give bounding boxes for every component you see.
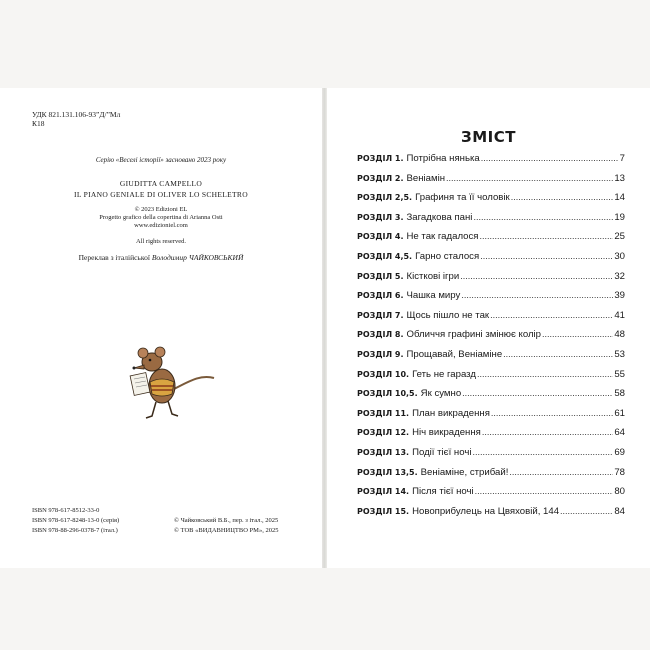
toc-entry [357,349,625,369]
mouse-with-newspaper-drawing [110,338,220,423]
toc-chapter-title: Графиня та її чоловік [415,192,510,204]
toc-chapter-title: Гарно сталося [415,250,480,262]
toc-chapter-label: РОЗДІЛ 12. [357,428,410,438]
translation-prefix: Переклав з італійської [78,253,150,262]
toc-entry [357,310,625,330]
toc-leader-dots [491,408,613,418]
toc-leader-dots [475,486,614,496]
toc-entry [357,251,625,271]
toc-chapter-label: РОЗДІЛ 1. [357,154,404,163]
toc-page-number: 64 [614,427,625,439]
toc-page-number: 55 [614,368,625,380]
isbn-line: ISBN 978-617-8512-33-0 [32,507,100,514]
toc-leader-dots [503,349,613,359]
toc-chapter-label: РОЗДІЛ 9. [357,349,404,359]
toc-page-number: 30 [614,250,625,262]
toc-chapter-title: Потрібна нянька [406,153,480,164]
toc-entry [357,192,625,212]
toc-page-number: 41 [614,309,625,321]
toc-entry [357,329,625,349]
toc-chapter-label: РОЗДІЛ 4. [357,232,404,242]
toc-leader-dots [473,212,613,222]
toc-page-number: 13 [614,172,625,184]
toc-page-number: 58 [614,388,625,400]
toc-leader-dots [480,251,613,261]
udk-block [32,110,120,128]
udk-line: УДК 821.131.106-93”Д/”Мл [32,110,121,119]
toc-chapter-label: РОЗДІЛ 14. [357,487,410,497]
toc-leader-dots [446,173,613,183]
toc-page-number: 7 [619,153,625,164]
original-author: GIUDITTA CAMPELLO [119,179,203,188]
contents-page [327,88,650,568]
toc-chapter-title: План викрадення [412,407,490,419]
toc-entry [357,427,625,447]
toc-chapter-label: РОЗДІЛ 10. [357,369,410,379]
toc-leader-dots [461,290,613,300]
toc-chapter-title: Кісткові ігри [406,270,460,282]
toc-entry [357,506,625,526]
toc-entry [357,153,625,173]
original-edition-block [0,178,322,262]
toc-entry [357,212,625,232]
isbn-line: ISBN 978-617-8248-13-0 (серія) [32,517,120,524]
toc-chapter-title: Після тієї ночі [412,486,474,498]
toc-chapter-title: Прощавай, Веніаміне [406,348,503,360]
toc-chapter-label: РОЗДІЛ 2. [357,173,404,183]
toc-entry [357,408,625,428]
toc-chapter-label: РОЗДІЛ 2,5. [357,193,413,203]
toc-leader-dots [462,388,613,398]
original-title: IL PIANO GENIALE DI OLIVER LO SCHELETRO [74,190,248,199]
toc-chapter-title: Не так гадалося [406,231,479,243]
toc-chapter-label: РОЗДІЛ 13. [357,447,410,457]
toc-entry [357,467,625,487]
credit-line: Progetto grafico della copertina di Arianna Osti [99,214,223,221]
toc-chapter-title: Ніч викрадення [412,427,481,439]
toc-page-number: 61 [614,407,625,419]
toc-entry [357,290,625,310]
isbn-line: ISBN 978-88-296-0378-7 (італ.) [32,527,118,534]
credits [0,206,322,230]
toc-chapter-label: РОЗДІЛ 4,5. [357,251,413,261]
copyright-line: © Чайковський В.Б., пер. з італ., 2025 [174,517,279,524]
credit-line: www.edizioniel.com [134,222,188,229]
toc-entry [357,369,625,389]
toc-chapter-title: Як сумно [420,388,462,400]
toc-chapter-title: Щось пішло не так [406,309,490,321]
toc-entry [357,447,625,467]
toc-chapter-label: РОЗДІЛ 7. [357,310,404,320]
isbn-block [32,506,119,536]
toc-page-number: 39 [614,290,625,302]
toc-chapter-label: РОЗДІЛ 6. [357,291,404,301]
toc-leader-dots [477,369,613,379]
toc-chapter-label: РОЗДІЛ 11. [357,408,410,418]
toc-chapter-title: Веніаміне, стрибай! [420,466,509,478]
toc-page-number: 32 [614,270,625,282]
toc-chapter-title: Події тієї ночі [412,446,472,458]
toc-page-number: 80 [614,486,625,498]
toc-leader-dots [480,231,614,241]
translation-line [0,253,322,262]
toc-chapter-title: Чашка миру [406,290,461,302]
contents-heading: ЗМІСТ [461,128,516,146]
toc-chapter-title: Загадкова пані [406,211,473,223]
copyright-line: © ТОВ «ВИДАВНИЦТВО РМ», 2025 [174,527,279,534]
toc-chapter-label: РОЗДІЛ 15. [357,506,410,516]
table-of-contents [357,153,625,525]
toc-leader-dots [481,153,619,163]
toc-chapter-title: Геть не гаразд [412,368,476,380]
toc-leader-dots [482,427,613,437]
toc-page-number: 69 [614,446,625,458]
toc-page-number: 78 [614,466,625,478]
translator-name: Володимир ЧАЙКОВСЬКИЙ [151,253,244,262]
toc-chapter-label: РОЗДІЛ 8. [357,330,404,340]
toc-chapter-label: РОЗДІЛ 3. [357,212,404,222]
toc-chapter-label: РОЗДІЛ 13,5. [357,467,418,477]
toc-leader-dots [472,447,613,457]
toc-leader-dots [542,329,613,339]
toc-chapter-title: Веніамін [406,172,446,184]
toc-page-number: 19 [614,211,625,223]
toc-entry [357,173,625,193]
toc-chapter-title: Новоприбулець на Цвяховій, 144 [412,505,560,517]
copyright-block [174,516,278,536]
toc-chapter-label: РОЗДІЛ 10,5. [357,389,418,399]
toc-leader-dots [560,506,613,516]
toc-leader-dots [511,192,614,202]
toc-leader-dots [460,271,613,281]
toc-entry [357,486,625,506]
toc-page-number: 48 [614,329,625,341]
series-note: Серію «Веселі історії» засновано 2023 року [95,156,227,164]
toc-entry [357,271,625,291]
udk-line: К18 [32,119,45,128]
credit-line: © 2023 Edizioni EL [134,206,188,213]
imprint-page [0,88,322,568]
rights-line: All rights reserved. [135,238,186,245]
toc-page-number: 84 [614,505,625,517]
toc-chapter-label: РОЗДІЛ 5. [357,271,404,281]
toc-page-number: 14 [614,192,625,204]
toc-entry [357,231,625,251]
toc-leader-dots [509,467,613,477]
toc-page-number: 25 [614,231,625,243]
toc-page-number: 53 [614,348,625,360]
toc-entry [357,388,625,408]
toc-chapter-title: Обличчя графині змінює колір [406,329,542,341]
book-spread [0,88,650,568]
toc-leader-dots [490,310,613,320]
